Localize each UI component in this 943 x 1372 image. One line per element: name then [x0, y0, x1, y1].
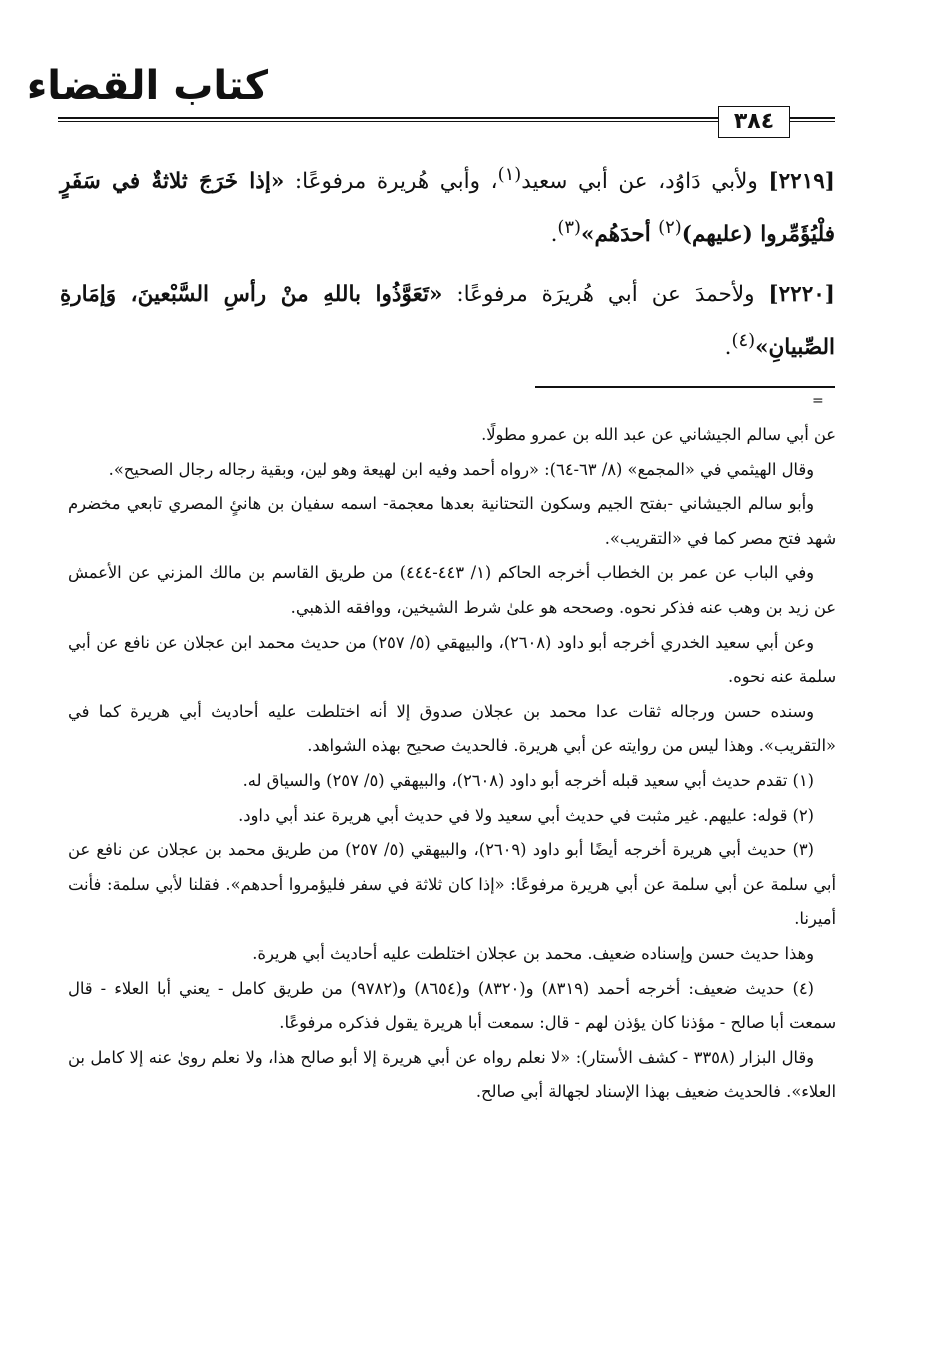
hadith-text: ولأحمدَ عن أبي هُريرَة مرفوعًا: — [442, 282, 769, 308]
footnote-paragraph: وقال البزار (٣٣٥٨ - كشف الأستار): «لا نعلم رواه عن أبي هريرة إلا أبو صالح هذا، ولا نعلم روىٰ عنه إلا كامل بن العلاء». فالحديث ضعيف بهذا الإسناد لجهالة أبي صالح. — [68, 1047, 836, 1102]
hadith-text: ، وأبي هُريرة مرفوعًا: — [284, 169, 498, 195]
header-rule-top — [58, 117, 718, 119]
hadith-number: [٢٢٢٠] — [768, 282, 835, 308]
footnote-paragraph: وقال الهيثمي في «المجمع» (٨/ ٦٣-٦٤): «رواه أحمد وفيه ابن لهيعة وهو لين، وبقية رجاله رجال الصحيح». — [108, 459, 814, 479]
footnote-paragraph: وفي الباب عن عمر بن الخطاب أخرجه الحاكم (١/ ٤٤٣-٤٤٤) من طريق القاسم بن مالك المزني عن الأعمش عن زيد بن وهب عنه فذكر نحوه. وصححه هو علىٰ شرط الشيخين، ووافقه الذهبي. — [68, 563, 836, 617]
hadith-2219 — [60, 152, 835, 258]
footnote-3: (٣) حديث أبي هريرة أخرجه أيضًا أبو داود (٢٦٠٩)، والبيهقي (٥/ ٢٥٧) من طريق محمد بن عجلان عن نافع عن أبي سلمة عن أبي سلمة عن أبي هريرة مرفوعًا: «إذا كان ثلاثة في سفر فليؤمروا أحدهم». فقلنا لأبي سلمة: فأنت أميرنا. — [68, 840, 836, 929]
hadith-2220 — [60, 272, 835, 371]
footnote-1: (١) تقدم حديث أبي سعيد قبله أخرجه أبو داود (٢٦٠٨)، والبيهقي (٥/ ٢٥٧) والسياق له. — [242, 770, 814, 790]
footnotes — [68, 418, 836, 1110]
hadith-matn: «تَعَوَّذُوا باللهِ منْ رأسِ السَّبْعينَ، وَإمَارةِ الصِّبيانِ» — [60, 282, 835, 361]
header-rule-right-top — [790, 117, 835, 119]
footnote-paragraph: وعن أبي سعيد الخدري أخرجه أبو داود (٢٦٠٨)، والبيهقي (٥/ ٢٥٧) من حديث محمد ابن عجلان عن نافع عن أبي سلمة عنه نحوه. — [68, 632, 836, 687]
footnote-ref[interactable]: (١) — [497, 164, 522, 185]
hadith-text: ولأبي دَاوُد، عن أبي سعيد — [521, 169, 769, 195]
footnote-continuation-mark: = — [812, 393, 824, 409]
hadith-number: [٢٢١٩] — [768, 169, 835, 195]
footnote-ref[interactable]: (٢) — [658, 217, 682, 239]
hadith-matn: «إذا خَرَجَ ثلاثةٌ في سَفَرٍ فلْيُؤَمِّروا (عليهم) — [60, 169, 835, 248]
footnote-ref[interactable]: (٤) — [731, 330, 756, 352]
page-number: ٣٨٤ — [718, 106, 790, 138]
hadith-text: . — [550, 222, 558, 248]
hadith-matn: أحدَهُم» — [581, 222, 659, 248]
footnote-ref[interactable]: (٣) — [557, 217, 582, 239]
book-title: كتاب القضاء — [26, 63, 268, 109]
main-text — [60, 152, 835, 385]
footnote-paragraph: وسنده حسن ورجاله ثقات عدا محمد بن عجلان صدوق إلا أنه اختلطت عليه أحاديث أبي هريرة كما في «التقريب». وهذا ليس من روايته عن أبي هريرة. فالحديث صحيح بهذه الشواهد. — [68, 701, 836, 756]
header-rule-right-bottom — [790, 121, 835, 122]
footnote-paragraph: وأبو سالم الجيشاني -بفتح الجيم وسكون التحتانية بعدها معجمة- اسمه سفيان بن هانئٍ المصري تابعي مخضرم شهد فتح مصر كما في «التقريب». — [68, 494, 836, 548]
footnote-separator — [535, 386, 835, 388]
header-rule-bottom — [58, 121, 718, 122]
footnote-4: (٤) حديث ضعيف: أخرجه أحمد (٨٣١٩) و(٨٣٢٠) و(٨٦٥٤) و(٩٧٨٢) من طريق كامل - يعني أبا العلاء - قال سمعت أبا صالح - مؤذنا كان يؤذن لهم - قال: سمعت أبا هريرة يقول فذكره مرفوعًا. — [68, 978, 836, 1033]
footnote-paragraph: وهذا حديث حسن وإسناده ضعيف. محمد بن عجلان اختلطت عليه أحاديث أبي هريرة. — [252, 943, 814, 963]
footnote-2: (٢) قوله: عليهم. غير مثبت في حديث أبي سعيد ولا في حديث أبي هريرة عند أبي داود. — [238, 805, 814, 825]
footnote-paragraph: عن أبي سالم الجيشاني عن عبد الله بن عمرو مطولًا. — [481, 425, 836, 444]
hadith-text: . — [724, 335, 732, 361]
